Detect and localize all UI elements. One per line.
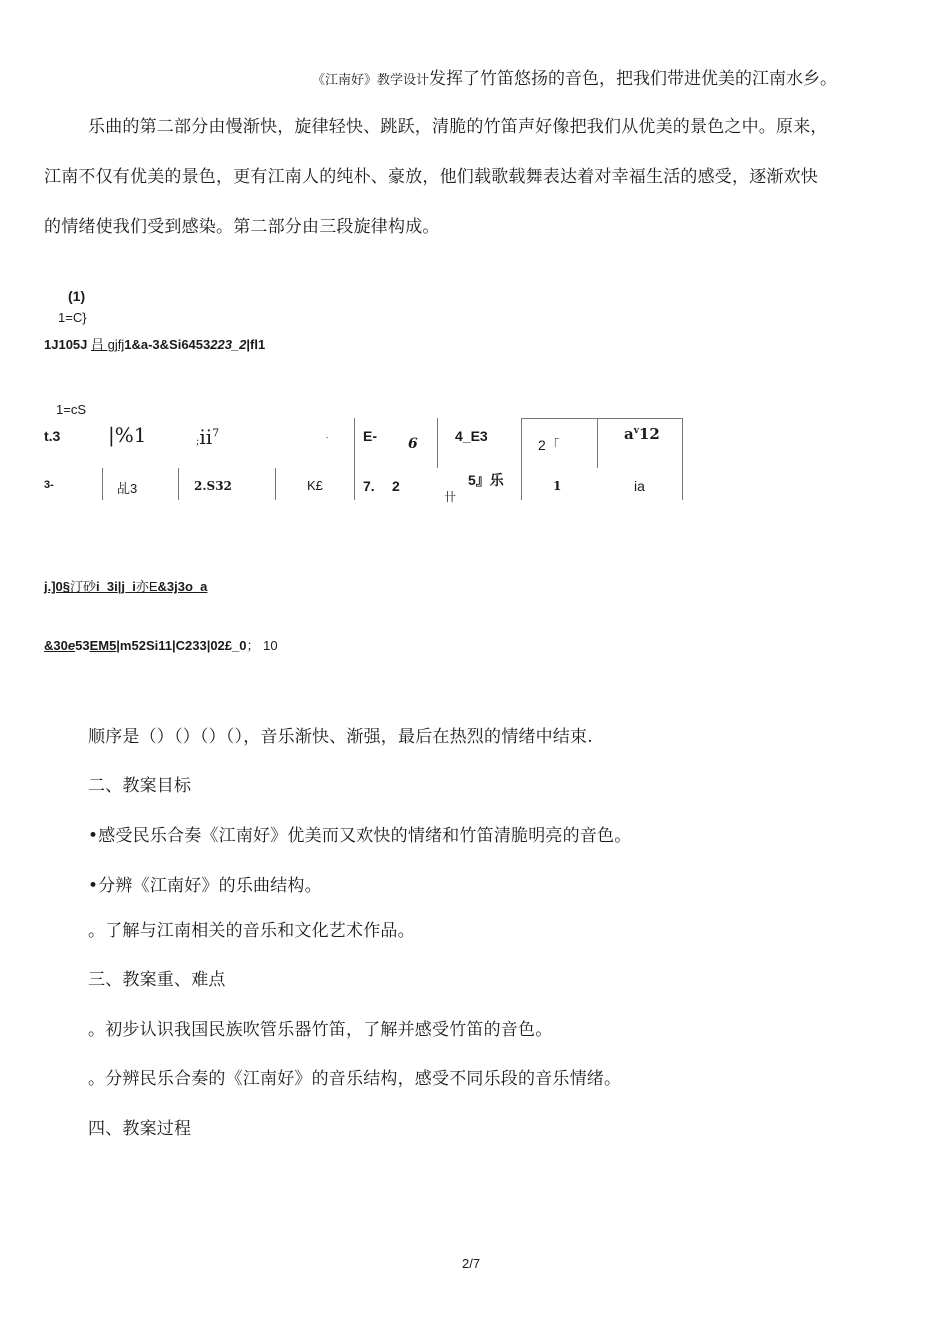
grid-line bbox=[178, 468, 179, 500]
grid-cell: 7 bbox=[212, 426, 220, 440]
grid-cell: 6 bbox=[408, 436, 418, 452]
grid-line bbox=[682, 418, 683, 500]
grid-cell: ii bbox=[199, 425, 213, 449]
grid-cell: 2.S32 bbox=[194, 479, 232, 493]
section4-heading: 四、教案过程 bbox=[88, 1119, 192, 1139]
score-line-4-part: 10 bbox=[259, 638, 278, 653]
doc-title: 《江南好》教学设计 bbox=[312, 72, 430, 87]
score-line-4-part: &30 bbox=[44, 638, 68, 653]
grid-cell: K£ bbox=[307, 478, 323, 493]
grid-cell: E- bbox=[363, 428, 377, 444]
score-line-4-part: EM5 bbox=[89, 638, 117, 653]
score-line-3-part: &3j3o_a bbox=[157, 579, 208, 594]
header-line bbox=[312, 64, 837, 89]
score-line-1-part: 1&a-3&Si6453 bbox=[124, 337, 211, 352]
score-line-1-part: 吕 gjfj bbox=[91, 337, 125, 352]
score-key-1: 1=C} bbox=[58, 310, 87, 325]
section3-item: 。分辨民乐合奏的《江南好》的音乐结构，感受不同乐段的音乐情绪。 bbox=[88, 1069, 622, 1089]
score-line-3-part: i_3i bbox=[96, 579, 118, 594]
grid-line bbox=[437, 418, 438, 468]
grid-cell: 7. bbox=[363, 478, 375, 494]
section3-item: 。初步认识我国民族吹管乐器竹笛，了解并感受竹笛的音色。 bbox=[88, 1020, 553, 1040]
score-line-1-part: |fl1 bbox=[246, 337, 266, 352]
order-line: 顺序是（）（）（）（），音乐渐快、渐强，最后在热烈的情绪中结束. bbox=[88, 727, 593, 747]
grid-cell: 2 bbox=[392, 478, 400, 494]
grid-mark bbox=[326, 437, 328, 438]
score-line-4-part: e bbox=[67, 638, 76, 653]
grid-cell: 乩3 bbox=[117, 481, 138, 496]
grid-dot: ; bbox=[196, 436, 200, 447]
grid-cell: 卄 bbox=[444, 490, 457, 504]
grid-cell: 4_E3 bbox=[455, 428, 488, 444]
score-line-1-part: 223_2 bbox=[210, 337, 247, 352]
score-line-3-part: E bbox=[148, 579, 158, 594]
grid-cell: ia bbox=[634, 478, 645, 494]
grid-line bbox=[102, 468, 103, 500]
score-line-3-part: j.]0§ bbox=[44, 579, 71, 594]
grid-line bbox=[521, 418, 682, 419]
score-line-4-part: |m52Si11|C233|02£_0 bbox=[116, 638, 247, 653]
section2-heading: 二、教案目标 bbox=[88, 776, 192, 796]
score-line-1 bbox=[44, 334, 265, 353]
grid-cell: |%1 bbox=[108, 423, 147, 447]
grid-line bbox=[597, 418, 598, 468]
section3-heading: 三、教案重、难点 bbox=[88, 970, 226, 990]
grid-cell: 12 bbox=[638, 425, 660, 443]
section2-item: •分辨《江南好》的乐曲结构。 bbox=[88, 876, 322, 896]
score-line-4 bbox=[44, 635, 278, 654]
section2-item: •感受民乐合奏《江南好》优美而又欢快的情绪和竹笛清脆明亮的音色。 bbox=[88, 826, 632, 846]
para1-line1: 乐曲的第二部分由慢渐快，旋律轻快、跳跃，清脆的竹笛声好像把我们从优美的景色之中。原来， bbox=[88, 117, 828, 137]
para1-line3: 的情绪使我们受到感染。第二部分由三段旋律构成。 bbox=[44, 217, 440, 237]
grid-cell: v bbox=[633, 426, 639, 436]
section2-item: 。了解与江南相关的音乐和文化艺术作品。 bbox=[88, 921, 415, 941]
page-number: 2/7 bbox=[462, 1256, 481, 1271]
grid-line bbox=[275, 468, 276, 500]
score-line-3 bbox=[44, 576, 207, 595]
score-line-3-part: 亦 bbox=[135, 579, 149, 594]
grid-cell: 3- bbox=[44, 479, 54, 491]
grid-cell: a bbox=[624, 425, 634, 443]
score-label-1: (1) bbox=[68, 288, 86, 304]
score-key-2: 1=cS bbox=[56, 402, 86, 417]
grid-cell: t.3 bbox=[44, 428, 61, 444]
grid-cell: 1 bbox=[553, 479, 562, 493]
score-line-4-part: ； bbox=[246, 638, 260, 653]
grid-cell: 2「 bbox=[538, 437, 560, 453]
score-line-4-part: 53 bbox=[75, 638, 90, 653]
para1-line2: 江南不仅有优美的景色，更有江南人的纯朴、豪放，他们载歌载舞表达着对幸福生活的感受，逐渐欢快 bbox=[44, 167, 818, 187]
score-line-3-part: 汀砂 bbox=[70, 579, 97, 594]
score-line-1-part: 1J105J bbox=[44, 337, 91, 352]
grid-line bbox=[521, 418, 522, 500]
grid-cell bbox=[624, 425, 660, 443]
score-line-3-part: |j_i bbox=[117, 579, 136, 594]
grid-cell: 5』乐 bbox=[468, 472, 504, 488]
grid-line bbox=[354, 418, 355, 500]
header-text: 发挥了竹笛悠扬的音色，把我们带进优美的江南水乡。 bbox=[429, 69, 838, 89]
grid-cell bbox=[196, 425, 219, 449]
